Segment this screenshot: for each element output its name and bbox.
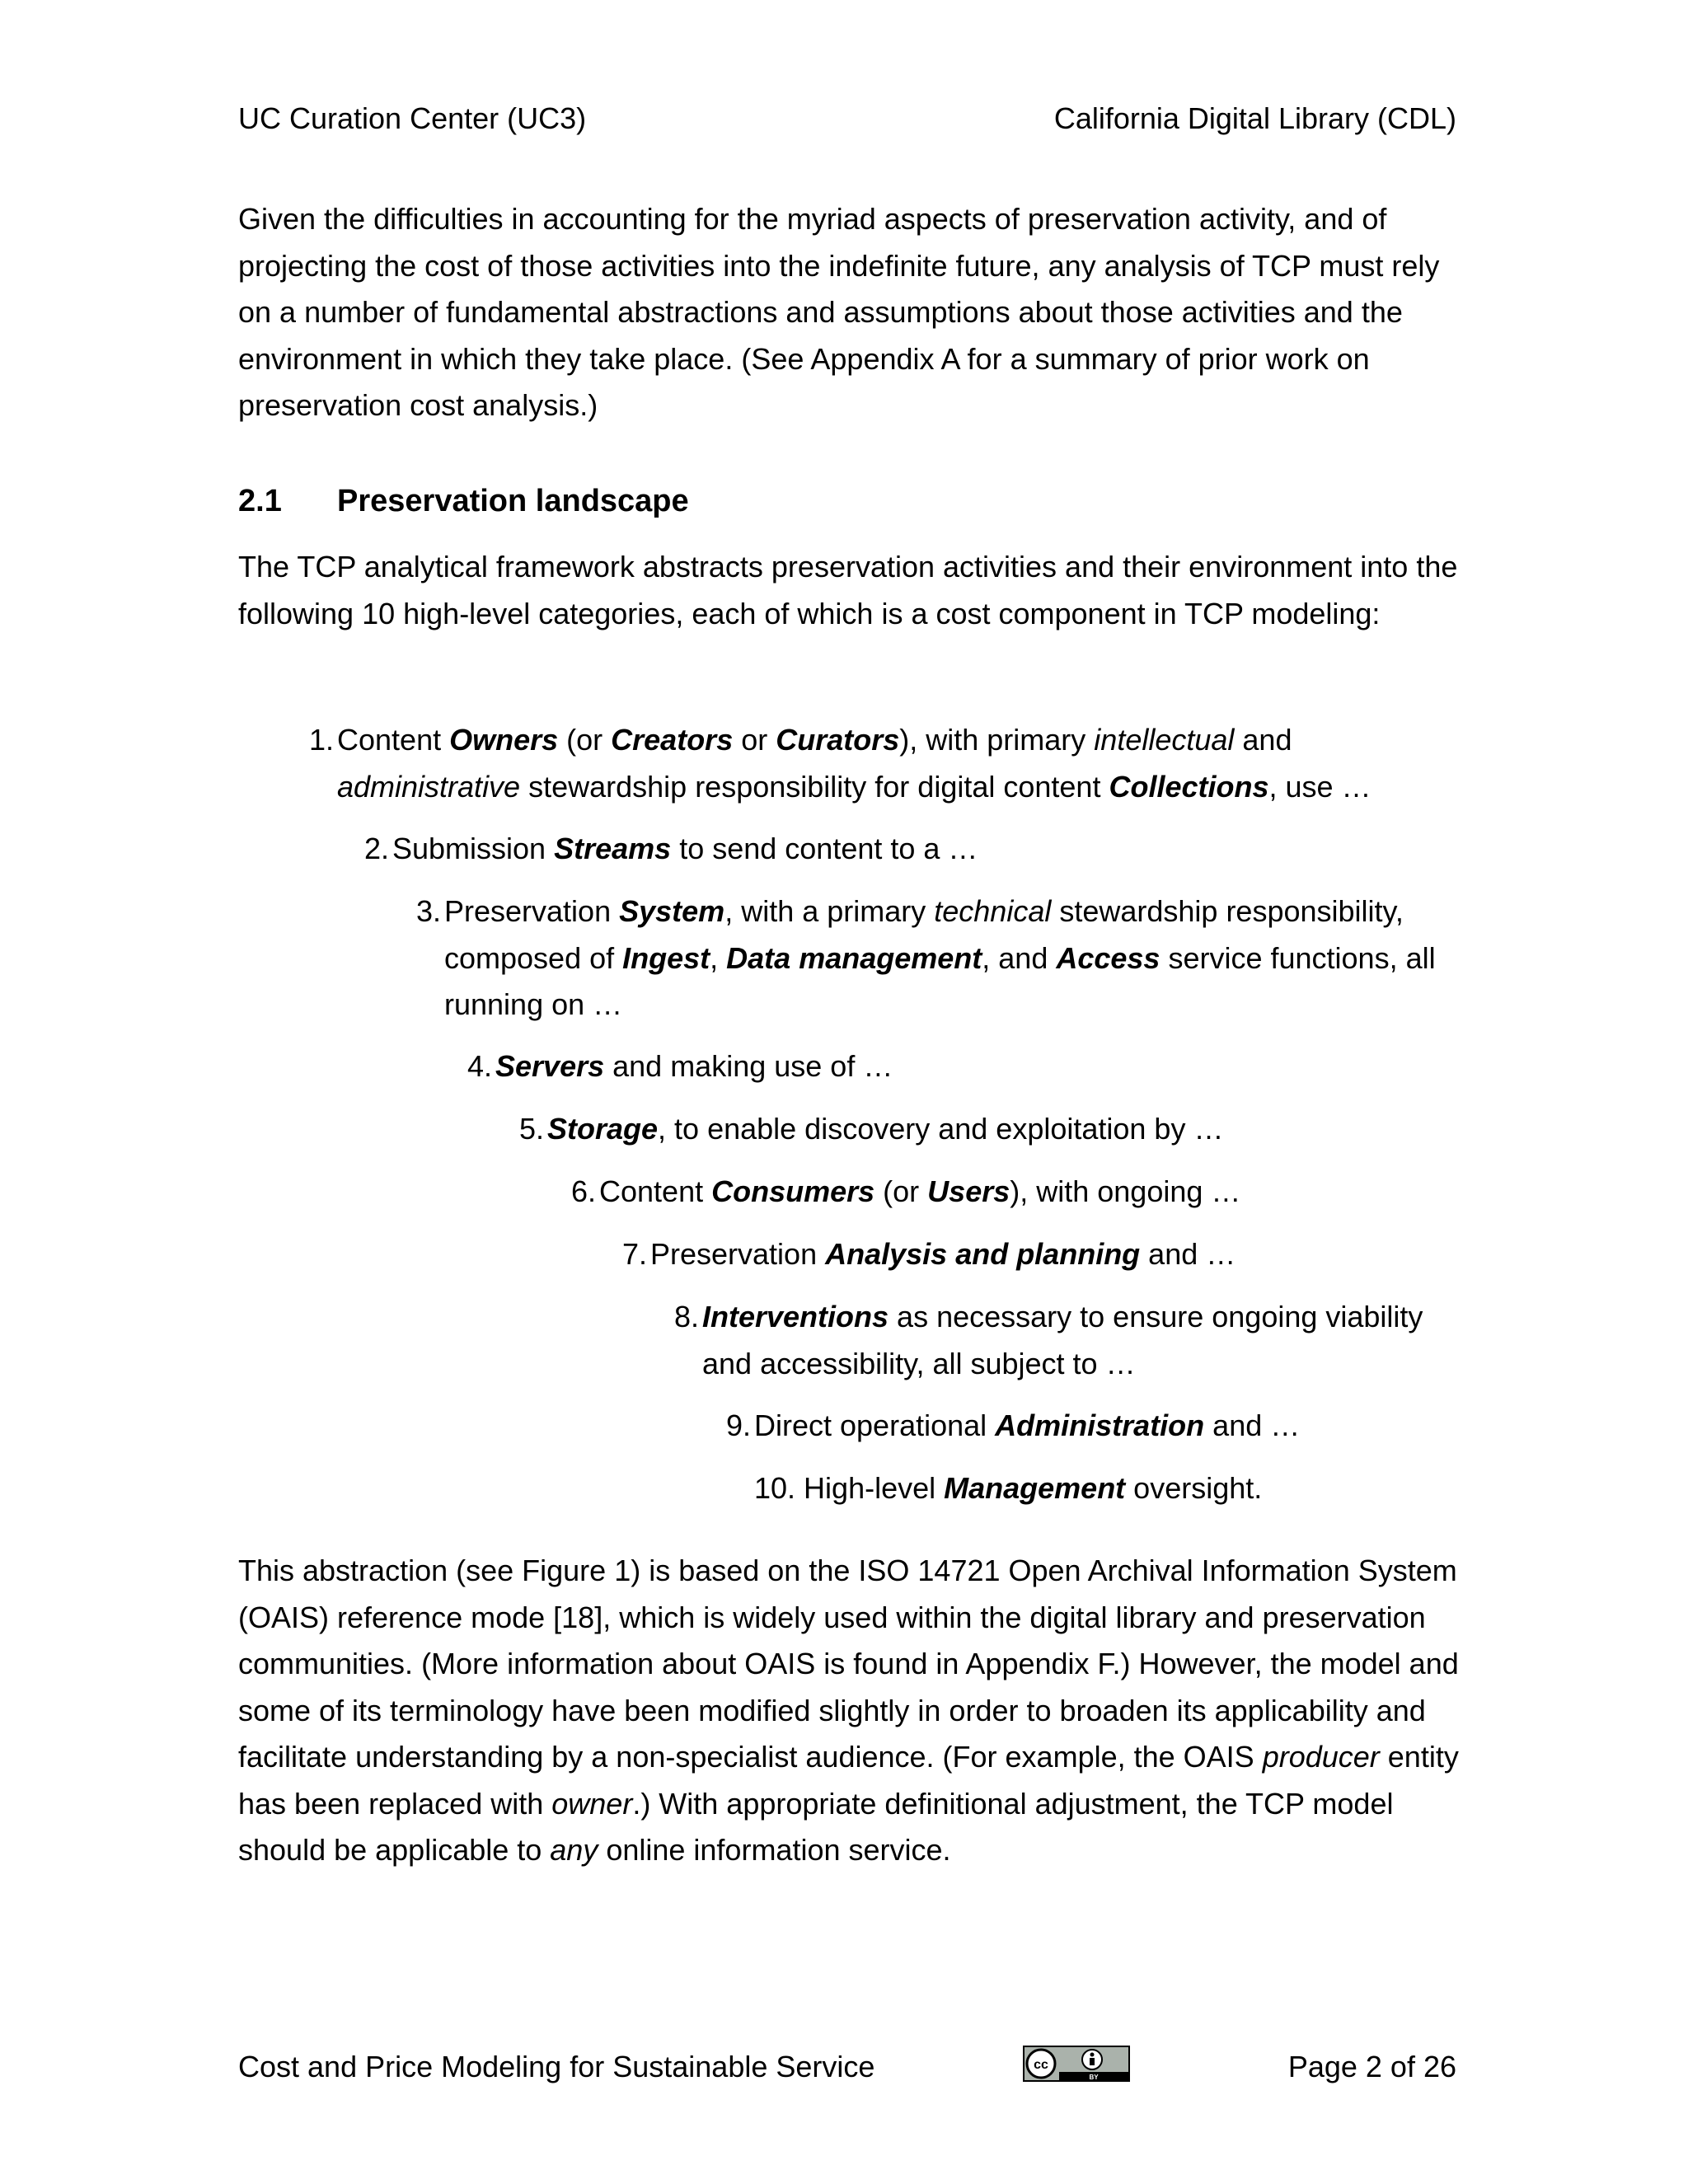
list-text: Preservation System, with a primary technical stewardship responsibility, composed of Ingest, Data management, and Access service functions, all running on … [444,894,1436,1021]
page-footer [238,2049,1456,2090]
list-item-7 [621,1231,1466,1278]
section-heading [238,478,689,524]
list-number: 10. [754,1471,796,1505]
list-text: Direct operational Administration and … [754,1408,1301,1442]
svg-text:BY: BY [1089,2074,1099,2081]
list-text: Interventions as necessary to ensure ongoing viability and accessibility, all subject to … [702,1300,1423,1380]
header-left: UC Curation Center (UC3) [238,101,587,135]
list-number: 6. [570,1174,596,1208]
list-number: 5. [518,1112,544,1146]
page-number: Page 2 of 26 [1287,2050,1456,2083]
section-number: 2.1 [238,484,282,518]
list-item-9 [725,1403,1463,1450]
list-item-3 [415,888,1466,1029]
list-number: 2. [363,832,389,865]
list-number: 4. [467,1049,492,1083]
list-item-5 [518,1106,1454,1153]
list-text: Preservation Analysis and planning and … [650,1237,1236,1271]
closing-paragraph: This abstraction (see Figure 1) is based on the ISO 14721 Open Archival Information System (OAIS) reference mode [18], which is widely used within the digital library and preservation communities. (More information about OAIS is found in Appendix F.) However, the model and some of its terminology have been modified slightly in order to broaden its applicability and facilitate understanding by a non-specialist audience. (For example, the OAIS producer entity has been replaced with owner.) With appropriate definitional adjustment, the TCP model should be applicable to any online information service. [238,1554,1459,1867]
list-text: Content Consumers (or Users), with ongoing … [599,1174,1241,1208]
list-number: 9. [725,1408,751,1442]
list-number: 3. [415,894,441,928]
list-text: Storage, to enable discovery and exploitation by … [547,1112,1224,1146]
footer-title: Cost and Price Modeling for Sustainable Service [238,2050,875,2083]
section-title: Preservation landscape [337,484,689,518]
list-number: 8. [673,1300,699,1333]
list-item-1 [308,717,1466,810]
list-text: Submission Streams to send content to a … [392,832,978,865]
list-text: Servers and making use of … [495,1049,893,1083]
section-lead-paragraph: The TCP analytical framework abstracts preservation activities and their environment into the following 10 high-level categories, each of which is a cost component in TCP modeling: [238,550,1458,630]
cc-by-license-icon [1023,2046,1130,2082]
list-number: 1. [308,723,334,757]
list-item-4 [467,1043,1460,1090]
list-item-2 [363,826,1464,873]
list-item-10 [754,1465,1463,1512]
list-item-8 [673,1294,1469,1387]
list-text: Content Owners (or Creators or Curators), with primary intellectual and administrative stewardship responsibility for digital content Collections, use … [337,723,1372,804]
header-right: California Digital Library (CDL) [1053,101,1456,135]
list-text: 10. High-level Management oversight. [754,1471,1263,1505]
svg-text:cc: cc [1034,2058,1048,2072]
list-number: 7. [621,1237,647,1271]
list-item-6 [570,1169,1465,1216]
intro-paragraph: Given the difficulties in accounting for the myriad aspects of preservation activity, and of projecting the cost of those activities into the indefinite future, any analysis of TCP must rely on a number of fundamental abstractions and assumptions about those activities and the environment in which they take place. (See Appendix A for a summary of prior work on preservation cost analysis.) [238,202,1440,422]
